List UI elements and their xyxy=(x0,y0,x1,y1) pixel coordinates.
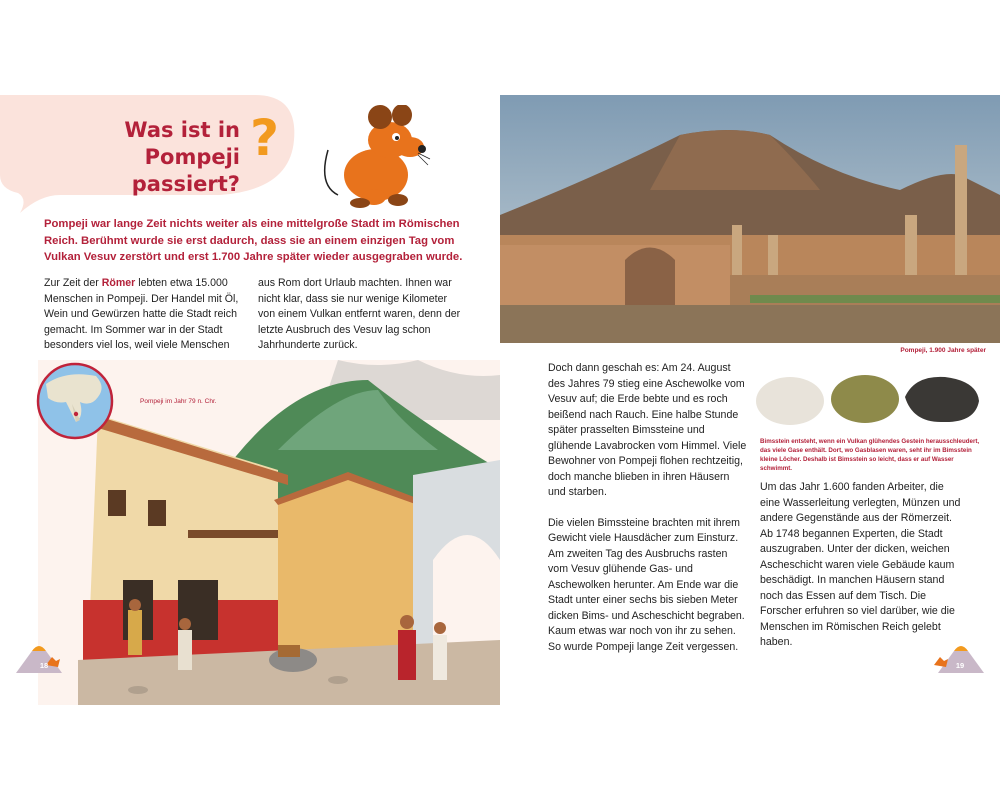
left-text-column-1 xyxy=(44,276,244,354)
right-col1-paragraph-1: Doch dann geschah es: Am 24. August des Jahres 79 stieg eine Aschewolke vom Vesuv auf; die Erde bebte und es roch beißend nach Rauch. Eine halbe Stunde später prasselten Bimssteine und glühende Lavabrocken vom Himmel. Viele Bewohner von Pompeji flohen rechtzeitig, doch manche blieben in ihren Häusern und starben. xyxy=(548,362,747,498)
left-page xyxy=(0,95,500,705)
illustration-caption: Pompeji im Jahr 79 n. Chr. xyxy=(140,398,217,405)
right-text-column-2: Um das Jahr 1.600 fanden Arbeiter, die eine Wasserleitung verlegten, Münzen und andere Gegenstände aus der Römerzeit. Ab 1748 begannen Experten, die Stadt auszugraben. Unter der dicken, weichen Ascheschicht waren viele Gebäude kaum beschädigt. In manchen Häusern stand noch das Essen auf dem Tisch. Die Forscher erfuhren so viel darüber, wie die Menschen im Römischen Reich gelebt haben. xyxy=(760,481,961,648)
pumice-caption: Bimsstein entsteht, wenn ein Vulkan glühendes Gestein herausschleudert, das viele Gase enthält. Dort, wo Gasblasen waren, seht ihr im Bimsstein kleine Löcher. Deshalb ist Bimsstein so leicht, dass er auf Wasser schwimmt. xyxy=(760,438,980,472)
title-line-1: Was ist in xyxy=(124,118,240,142)
page-number-right: 19 xyxy=(955,661,965,670)
right-page xyxy=(500,95,1000,705)
europe-map-inset xyxy=(36,362,114,440)
pumice-stones-photo xyxy=(755,367,985,427)
left-text-column-2: aus Rom dort Urlaub machten. Ihnen war nicht klar, dass sie nur wenige Kilometer von einem Vulkan entfernt waren, denn der letzte Ausbruch des Vesuv lag schon Jahrhunderte zurück. xyxy=(258,277,461,351)
photo-caption: Pompeji, 1.900 Jahre später xyxy=(900,347,986,354)
romer-highlight: Römer xyxy=(101,277,136,289)
pompeii-ruins-photo xyxy=(500,95,1000,343)
right-text-column-1 xyxy=(548,361,748,655)
question-mark: ? xyxy=(250,109,280,167)
right-col1-paragraph-2: Die vielen Bimssteine brachten mit ihrem Gewicht viele Hausdächer zum Einsturz. Am zweiten Tag des Ausbruchs rasten vom Vesuv glühende Gas- und Aschewolken herunter. Am Ende war die Stadt unter einer sechs bis sieben Meter dicken Bims- und Ascheschicht begraben. Kaum etwas war noch von ihr zu sehen. So wurde Pompeji lange Zeit vergessen. xyxy=(548,516,745,653)
page-number-left: 18 xyxy=(39,661,49,670)
intro-paragraph: Pompeji war lange Zeit nichts weiter als eine mittelgroße Stadt im Römischen Reich. Berühmt wurde sie erst dadurch, dass sie an einem einzigen Tag vom Vulkan Vesuv zerstört und erst 1.700 Jahre später wieder ausgegraben wurde. xyxy=(44,218,463,263)
page-title xyxy=(30,117,240,198)
mouse-mascot-illustration xyxy=(318,105,433,210)
col1-prefix: Zur Zeit der xyxy=(44,277,102,289)
col1-rest: lebten etwa 15.000 Menschen in Pompeji. Der Handel mit Öl, Wein und Gewürzen hatte die Stadt reich gemacht. Im Sommer war in der Stadt besonders viel los, weil viele Menschen xyxy=(44,277,239,351)
title-line-2: Pompeji passiert? xyxy=(131,145,240,196)
